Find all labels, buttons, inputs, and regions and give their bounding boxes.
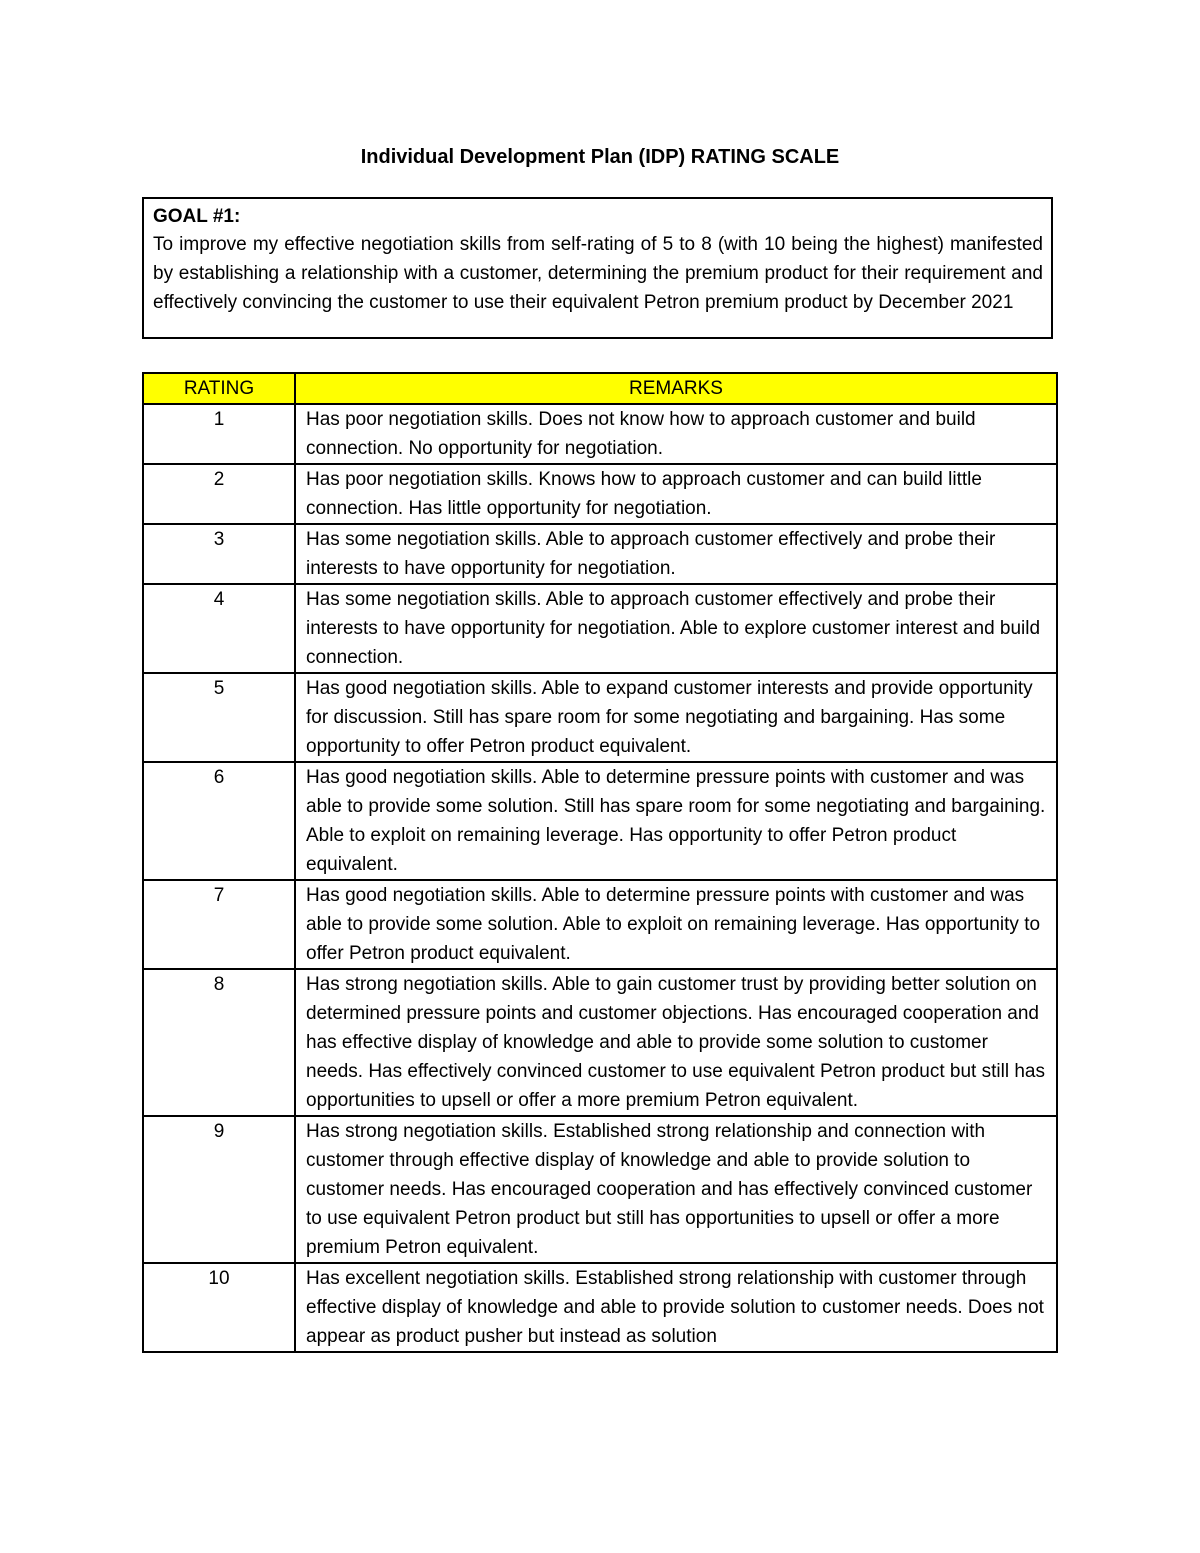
rating-cell: 6 <box>143 762 295 880</box>
remark-cell: Has good negotiation skills. Able to determine pressure points with customer and was able to provide some solution. Able to exploit on remaining leverage. Has opportunity to offer Petron product equivalent. <box>295 880 1057 969</box>
table-header-row <box>143 373 1057 404</box>
rating-cell: 10 <box>143 1263 295 1352</box>
remark-cell: Has excellent negotiation skills. Established strong relationship with customer through effective display of knowledge and able to provide solution to customer needs. Does not appear as product pusher but instead as solution <box>295 1263 1057 1352</box>
rating-cell: 9 <box>143 1116 295 1263</box>
table-row <box>143 969 1057 1116</box>
remark-cell: Has strong negotiation skills. Able to gain customer trust by providing better solution on determined pressure points and customer objections. Has encouraged cooperation and has effective display of knowledge and able to provide some solution to customer needs. Has effectively convinced customer to use equivalent Petron product but still has opportunities to upsell or offer a more premium Petron equivalent. <box>295 969 1057 1116</box>
page-title: Individual Development Plan (IDP) RATING SCALE <box>360 146 840 168</box>
table-row <box>143 404 1057 464</box>
table-row <box>143 673 1057 762</box>
rating-cell: 8 <box>143 969 295 1116</box>
goal-box <box>142 197 1053 339</box>
table-row <box>143 524 1057 584</box>
rating-cell: 7 <box>143 880 295 969</box>
rating-table <box>142 372 1058 1353</box>
remark-cell: Has poor negotiation skills. Knows how to approach customer and can build little connection. Has little opportunity for negotiation. <box>295 464 1057 524</box>
rating-column-header: RATING <box>143 373 295 404</box>
remark-cell: Has strong negotiation skills. Established strong relationship and connection with customer through effective display of knowledge and able to provide solution to customer needs. Has encouraged cooperation and has effectively convinced customer to use equivalent Petron product but still has opportunities to upsell or offer a more premium Petron equivalent. <box>295 1116 1057 1263</box>
table-row <box>143 762 1057 880</box>
goal-heading: GOAL #1: <box>153 206 241 227</box>
rating-cell: 4 <box>143 584 295 673</box>
remark-cell: Has poor negotiation skills. Does not know how to approach customer and build connection. No opportunity for negotiation. <box>295 404 1057 464</box>
rating-cell: 1 <box>143 404 295 464</box>
table-row <box>143 1116 1057 1263</box>
rating-cell: 5 <box>143 673 295 762</box>
rating-cell: 3 <box>143 524 295 584</box>
remarks-column-header: REMARKS <box>295 373 1057 404</box>
table-row <box>143 1263 1057 1352</box>
table-row <box>143 464 1057 524</box>
remark-cell: Has good negotiation skills. Able to expand customer interests and provide opportunity for discussion. Still has spare room for some negotiating and bargaining. Has some opportunity to offer Petron product equivalent. <box>295 673 1057 762</box>
remark-cell: Has good negotiation skills. Able to determine pressure points with customer and was able to provide some solution. Still has spare room for some negotiating and bargaining. Able to exploit on remaining leverage. Has opportunity to offer Petron product equivalent. <box>295 762 1057 880</box>
remark-cell: Has some negotiation skills. Able to approach customer effectively and probe their interests to have opportunity for negotiation. <box>295 524 1057 584</box>
goal-text: To improve my effective negotiation skills from self-rating of 5 to 8 (with 10 being the highest) manifested by establishing a relationship with a customer, determining the premium product for their requirement and effectively convincing the customer to use their equivalent Petron premium product by December 2021 <box>153 234 1043 313</box>
remark-cell: Has some negotiation skills. Able to approach customer effectively and probe their interests to have opportunity for negotiation. Able to explore customer interest and build connection. <box>295 584 1057 673</box>
table-row <box>143 880 1057 969</box>
rating-cell: 2 <box>143 464 295 524</box>
table-row <box>143 584 1057 673</box>
